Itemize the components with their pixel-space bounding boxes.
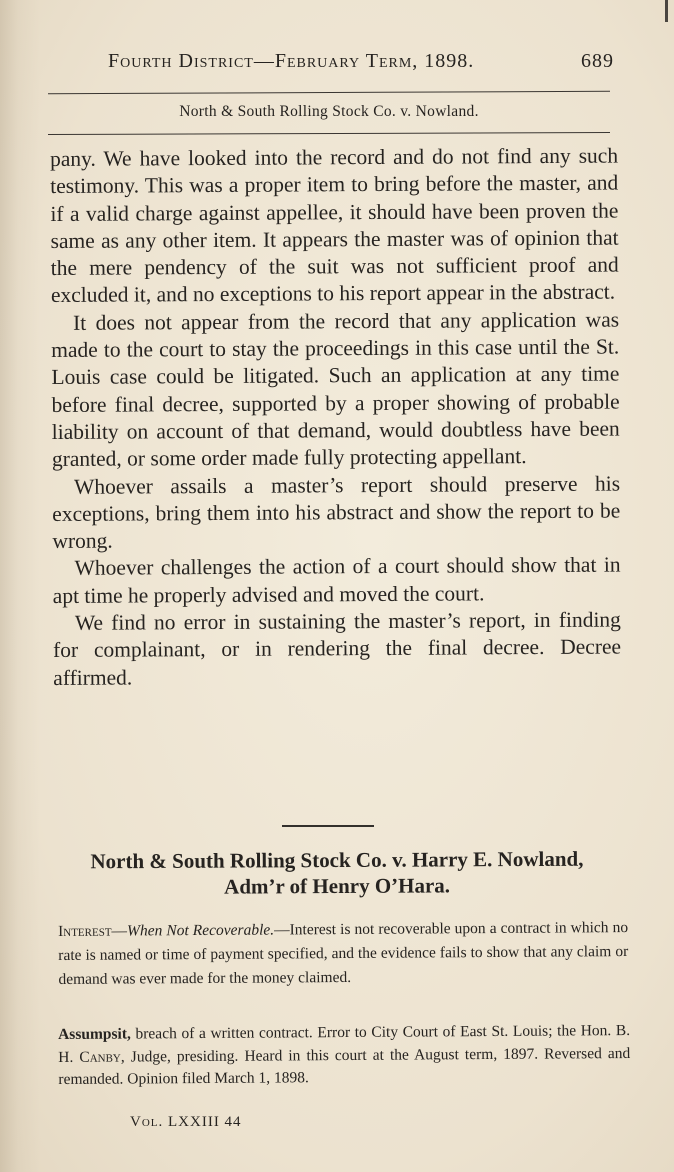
headnote: Interest—When Not Recoverable.—Interest is not recoverable upon a contract in which no rate is named or time of payment specified, and the evidence fails to show that any claim or demand was ever made for the money claimed. [58, 919, 629, 988]
case-title-line1: North & South Rolling Stock Co. v. Harry E. Nowland, [90, 846, 584, 874]
running-head-title: Fourth District—February Term, 1898. [108, 50, 475, 72]
headnote-subtopic: When Not Recoverable. [126, 921, 275, 940]
paragraph: pany. We have looked into the record and do not find any such testimony. This was a proper item to bring before the master, and if a valid charge against appellee, it should have been proven the same as any other item. It appears the master was of opinion that the mere pendency of the suit was not sufficient proof and excluded it, and no exceptions to his report appear in the abstract. [50, 143, 619, 308]
opinion-text [50, 143, 621, 692]
page-number: 689 [581, 50, 614, 72]
case-header: North & South Rolling Stock Co. v. Nowland. [179, 103, 479, 120]
paragraph: Whoever challenges the action of a court should show that in apt time he properly advised and moved the court. [52, 552, 621, 608]
running-head [108, 50, 614, 73]
procedural-lead: Assumpsit, [58, 1025, 131, 1043]
headnote-topic: Interest [58, 922, 112, 940]
procedural-text: breach of a written contract. Error to City Court of East St. Louis; the Hon. B. H. [58, 1022, 631, 1066]
page-edge-mark [665, 0, 668, 22]
volume-signature: Vol. LXXIII 44 [130, 1114, 242, 1130]
procedural-history [58, 1020, 630, 1091]
header-rule-bottom [48, 132, 610, 135]
paragraph: We find no error in sustaining the master’s report, in finding for complainant, or in rendering the final decree. Decree affirmed. [53, 607, 622, 690]
paragraph: Whoever assails a master’s report should preserve his exceptions, bring them into his abstract and show the report to be wrong. [52, 471, 621, 554]
judge-name: Canby [79, 1048, 121, 1066]
procedural-text-end: , Judge, presiding. Heard in this court at the August term, 1897. Reversed and remanded. Opinion filed March 1, 1898. [58, 1044, 631, 1088]
case-title [52, 846, 622, 901]
section-divider [282, 825, 374, 827]
paragraph: It does not appear from the record that any application was made to the court to stay the proceedings in this case until the St. Louis case could be litigated. Such an application at any time before final decree, supported by a proper showing of probable liability on account of that demand, would doubtless have been granted, or some order made fully protecting appellant. [51, 307, 620, 472]
header-rule-top [48, 91, 610, 94]
headnote-text: —Interest is not recoverable upon a contract in which no rate is named or time of payment specified, and the evidence fails to show that any claim or demand was ever made for the money claimed. [58, 919, 629, 988]
case-title-line2: Adm’r of Henry O’Hara. [224, 873, 451, 899]
